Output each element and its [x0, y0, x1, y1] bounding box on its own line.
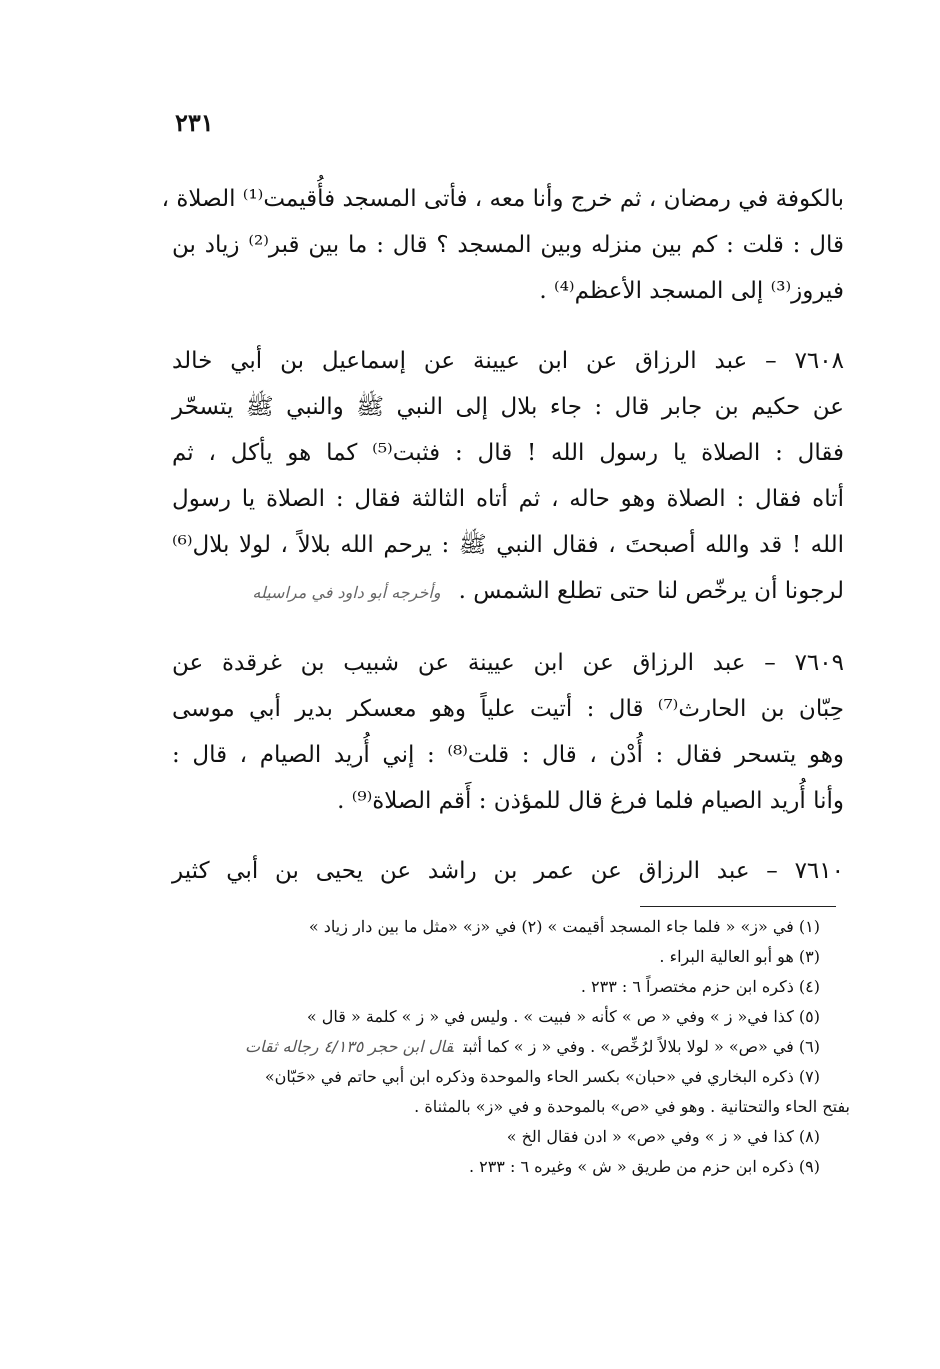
footnotes	[60, 912, 850, 1182]
text-line: وأنا أُريد الصيام فلما فرغ قال للمؤذن : أَقم الصلاة⁽⁹⁾ .	[337, 788, 844, 814]
footnote: (١) في «ز» « فلما جاء المسجد أقيمت » (٢) في «ز» «مثل ما بين دار زياد »	[308, 917, 820, 936]
text-line	[172, 568, 844, 614]
text-line: أتاه فقال : الصلاة وهو حاله ، ثم أتاه الثالثة فقال : الصلاة يا رسول	[172, 486, 844, 512]
footnote-continuation: بفتح الحاء والتحتانية . وهو في «ص» بالموحدة و في «ز» بالمثناة .	[414, 1097, 850, 1116]
handwritten-gloss: قال ابن حجر ٤/١٣٥ رجاله ثقات	[244, 1037, 454, 1056]
text-line: عن حكيم بن جابر قال : جاء بلال إلى النبي ﷺ والنبي ﷺ يتسحّر	[172, 394, 844, 420]
text-line: فقال : الصلاة يا رسول الله ! قال : فثبت⁽⁵⁾ كما هو يأكل ، ثم	[172, 440, 844, 466]
footnote: (٧) ذكره البخاري في «حبان» بكسر الحاء والموحدة وذكره ابن أبي حاتم في «حَبّان»	[264, 1067, 820, 1086]
text-line: قال : قلت : كم بين منزله وبين المسجد ؟ قال : ما بين قبر⁽²⁾ زياد بن	[172, 232, 844, 258]
footnote-divider	[640, 906, 836, 907]
hadith-7610	[172, 848, 844, 894]
handwritten-note: وأخرجه أبو داود في مراسيله	[252, 583, 441, 602]
footnote-text: (٦) في «ص» « لولا بلالاً لرُخِّص» . وفي « ز » كما أثبت	[463, 1037, 820, 1056]
footnote: (٤) ذكره ابن حزم مختصراً ٦ : ٢٣٣ .	[580, 977, 820, 996]
text-line-content: لرجونا أن يرخّص لنا حتى تطلع الشمس .	[458, 578, 844, 604]
footnote	[60, 1032, 850, 1062]
text-line: حِبّان بن الحارث⁽⁷⁾ قال : أتيت علياً وهو معسكر بدير أبي موسى	[172, 696, 844, 722]
footnote: (٣) هو أبو العالية البراء .	[659, 947, 820, 966]
text-line: ٧٦٠٨ – عبد الرزاق عن ابن عيينة عن إسماعيل بن أبي خالد	[172, 348, 844, 374]
text-line: الله ! قد والله أصبحتَ ، فقال النبي ﷺ : يرحم الله بلالاً ، لولا بلال⁽⁶⁾	[172, 532, 844, 558]
footnote: (٥) كذا في« ز » وفي « ص » كأنه « فبيت » . وليس في « ز » كلمة « قال »	[306, 1007, 820, 1026]
page-number: ٢٣١	[175, 108, 214, 137]
text-line: ٧٦١٠ – عبد الرزاق عن عمر بن راشد عن يحيى بن أبي كثير	[172, 858, 844, 884]
text-line: ٧٦٠٩ – عبد الرزاق عن ابن عيينة عن شبيب بن غرقدة عن	[172, 650, 844, 676]
paragraph-continuation	[161, 176, 844, 314]
footnote: (٨) كذا في « ز » وفي «ص» « ادن فقال الخ »	[506, 1127, 820, 1146]
footnote: (٩) ذكره ابن حزم من طريق « ش » وغيره ٦ : ٢٣٣ .	[468, 1157, 820, 1176]
hadith-7609	[172, 640, 844, 824]
hadith-7608	[172, 338, 844, 614]
text-line: بالكوفة في رمضان ، ثم خرج وأنا معه ، فأتى المسجد فأُقيمت⁽¹⁾ الصلاة ،	[161, 186, 844, 212]
text-line: وهو يتسحر فقال : أُدْن ، قال : قلت⁽⁸⁾ : إني أُريد الصيام ، قال :	[172, 742, 844, 768]
text-line: فيروز⁽³⁾ إلى المسجد الأعظم⁽⁴⁾ .	[539, 278, 844, 304]
